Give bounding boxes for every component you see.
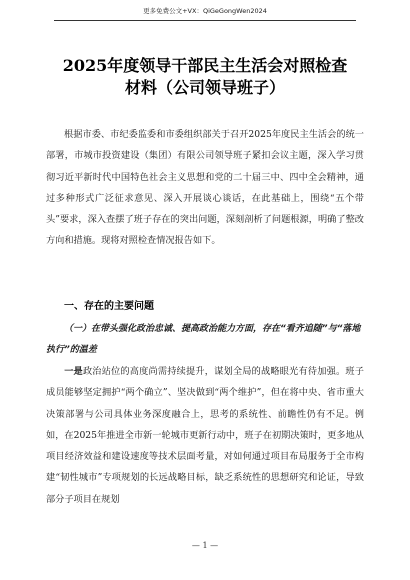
page-header — [0, 4, 410, 20]
document-title — [40, 55, 370, 99]
body-text: 政治站位的高度尚需持续提升，谋划全局的战略眼光有待加强。班子成员能够坚定拥护“两个确立”、坚决做到“两个维护”，但在将中央、省市重大决策部署与公司具体业务深度融合上，思考的系统性、前瞻性仍有不足。例如，在2025年推进全市新一轮城市更新行动中，班子在初期决策时，更多地从项目经济效益和建设速度等技术层面考量，对如何通过项目布局服务于全市构建“韧性城市”专项规划的长远战略目标，缺乏系统性的思想研究和论证，导致部分子项目在规划 — [46, 366, 364, 505]
page-number: — 1 — — [191, 541, 219, 550]
header-text: 更多免费公文+VX：QiGeGongWen2024 — [143, 7, 267, 15]
body-lead: 一是 — [64, 366, 83, 377]
body-paragraph — [46, 361, 364, 510]
title-line-2: 材料（公司领导班子） — [124, 78, 285, 97]
intro-text: 根据市委、市纪委监委和市委组织部关于召开2025年度民主生活会的统一部署，市城市投资建设（集团）有限公司领导班子紧扣会议主题，深入学习贯彻习近平新时代中国特色社会主义思想和党的二十届三中、四中全会精神，通过多种形式广泛征求意见、深入开展谈心谈话，在此基础上，围绕“五个带头”要求，深入查摆了班子存在的突出问题，深刻剖析了问题根源，明确了整改方向和措施。现将对照检查情况报告如下。 — [46, 129, 364, 247]
title-line-1: 2025年度领导干部民主生活会对照检查 — [62, 56, 348, 75]
subsection-heading — [46, 319, 364, 361]
intro-paragraph — [46, 124, 364, 252]
section-heading: 一、存在的主要问题 — [64, 301, 154, 312]
header-divider — [54, 20, 356, 21]
subsection-heading-text: （一）在带头强化政治忠诚、提高政治能力方面，存在“看齐追随”与“落地执行”的温差 — [46, 324, 361, 355]
